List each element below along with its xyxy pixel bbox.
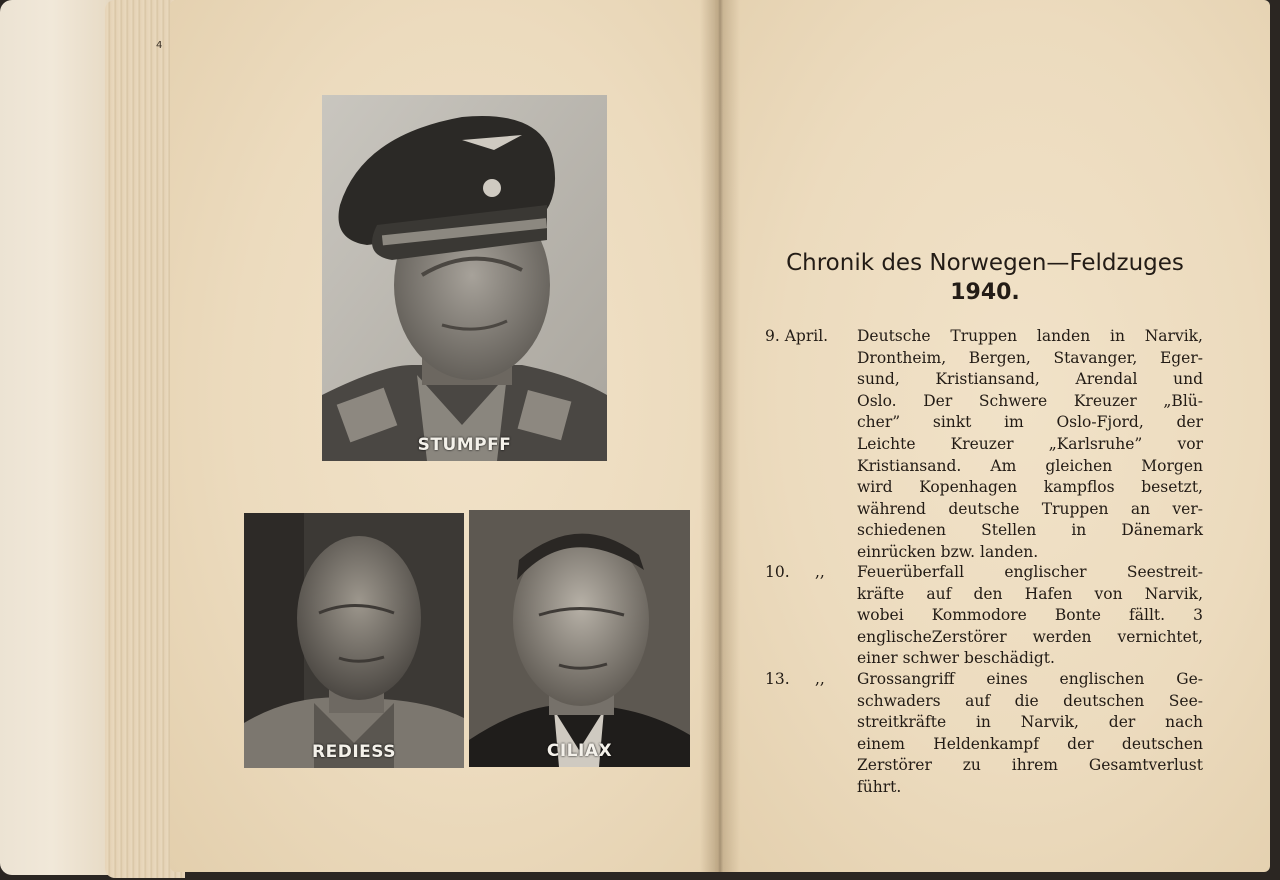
entry-line: führt. [857, 777, 902, 796]
entry-line: während deutsche Truppen an ver- [857, 499, 1203, 518]
entry-line: englischeZerstörer werden vernichtet, [857, 627, 1203, 646]
entry-text [857, 562, 1203, 670]
entry-ditto-mark: ,, [815, 563, 825, 581]
entry-line: Kristiansand. Am gleichen Morgen [857, 456, 1203, 475]
entry-line: einem Heldenkampf der deutschen [857, 734, 1203, 753]
photo-caption-stumpff: STUMPFF [417, 435, 512, 455]
entry-text [857, 326, 1203, 564]
portrait-stumpff-image [322, 95, 607, 461]
entry-text [857, 669, 1203, 799]
portrait-photo-ciliax [469, 510, 690, 767]
photo-caption-ciliax: CILIAX [546, 741, 613, 761]
entry-line: wobei Kommodore Bonte fällt. 3 [857, 606, 1203, 625]
entry-date: 10. [765, 563, 790, 581]
portrait-photo-stumpff [322, 95, 607, 461]
entry-line: einrücken bzw. landen. [857, 542, 1039, 561]
entry-ditto-mark: ,, [815, 670, 825, 688]
entry-line: Oslo. Der Schwere Kreuzer „Blü- [857, 391, 1203, 410]
entry-line: wird Kopenhagen kampflos besetzt, [857, 478, 1203, 497]
entry-line: Feuerüberfall englischer Seestreit- [857, 563, 1203, 581]
entry-line: streitkräfte in Narvik, der nach [857, 713, 1203, 732]
entry-date: 9. April. [765, 327, 829, 345]
entry-line: Leichte Kreuzer „Karlsruhe” vor [857, 434, 1203, 453]
entry-line: sund, Kristiansand, Arendal und [857, 370, 1203, 389]
entry-line: cher” sinkt im Oslo-Fjord, der [857, 413, 1203, 432]
entry-line: Zerstörer zu ihrem Gesamtverlust [857, 756, 1203, 775]
portrait-rediess-image [244, 513, 464, 768]
entry-line: Grossangriff eines englischen Ge- [857, 670, 1203, 688]
page-number: 4 [156, 40, 163, 51]
entry-line: schiedenen Stellen in Dänemark [857, 521, 1203, 540]
photo-caption-rediess: REDIESS [312, 742, 396, 762]
chronicle-title [740, 248, 1230, 308]
entry-line: Deutsche Truppen landen in Narvik, [857, 327, 1203, 345]
book-gutter [700, 0, 740, 872]
portrait-photo-rediess [244, 513, 464, 768]
chronicle-year: 1940. [950, 280, 1020, 305]
entry-date: 13. [765, 670, 790, 688]
entry-line: schwaders auf die deutschen See- [857, 691, 1203, 710]
entry-line: kräfte auf den Hafen von Narvik, [857, 584, 1203, 603]
entry-line: einer schwer beschädigt. [857, 649, 1055, 668]
entry-line: Drontheim, Bergen, Stavanger, Eger- [857, 348, 1203, 367]
chronicle-title-text: Chronik des Norwegen—Feldzuges [786, 250, 1184, 276]
portrait-ciliax-image [469, 510, 690, 767]
